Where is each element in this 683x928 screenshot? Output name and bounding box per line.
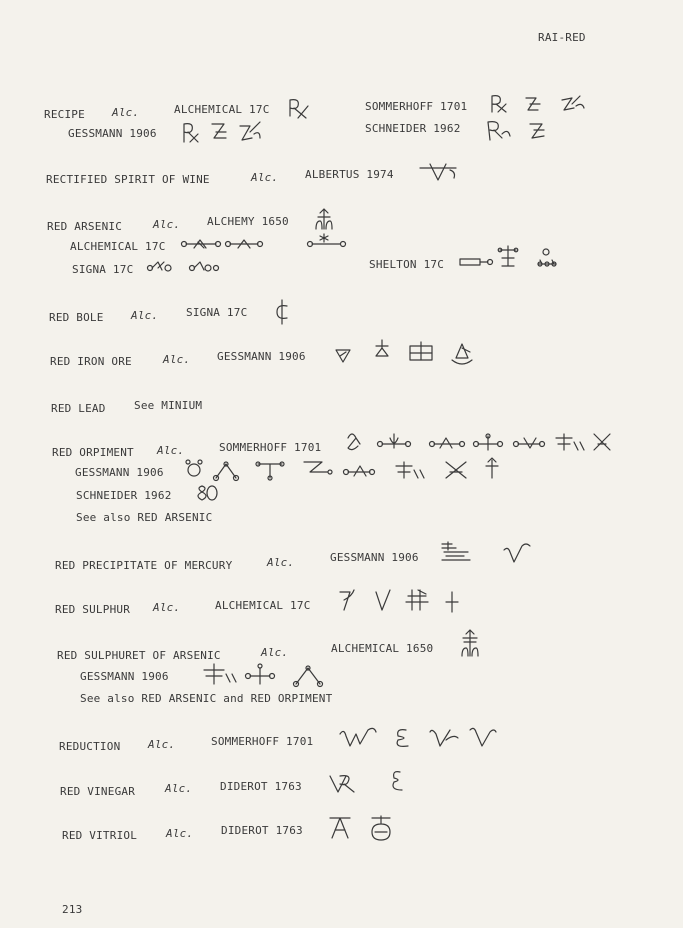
recipe-symbol xyxy=(488,90,598,116)
source-label: GESSMANN 1906 xyxy=(68,127,157,140)
entry-tag: Alc. xyxy=(267,556,295,569)
red-bole-symbol xyxy=(271,298,293,326)
running-header: RAI-RED xyxy=(538,31,586,44)
entry-term: REDUCTION xyxy=(59,740,121,753)
entry-term: RED SULPHUR xyxy=(55,603,131,616)
source-label: GESSMANN 1906 xyxy=(217,350,306,363)
source-label: ALCHEMICAL 17C xyxy=(215,599,311,612)
entry-term: RED BOLE xyxy=(49,311,104,324)
red-iron-ore-symbol xyxy=(332,338,482,370)
source-label: GESSMANN 1906 xyxy=(75,466,164,479)
entry-tag: Alc. xyxy=(131,309,159,322)
red-vinegar-symbol xyxy=(326,768,416,798)
source-label: SIGNA 17C xyxy=(186,306,248,319)
entry-term: RED PRECIPITATE OF MERCURY xyxy=(55,559,233,572)
entry-tag: Alc. xyxy=(153,601,181,614)
source-label: ALCHEMICAL 17C xyxy=(70,240,166,253)
see-reference: See also RED ARSENIC and RED ORPIMENT xyxy=(80,692,333,705)
recipe-symbol xyxy=(484,116,564,146)
entry-term: RED LEAD xyxy=(51,402,106,415)
entry-term: RECIPE xyxy=(44,108,85,121)
entry-term: RED ARSENIC xyxy=(47,220,123,233)
red-orpiment-symbol xyxy=(182,456,512,484)
red-arsenic-symbol xyxy=(180,236,270,252)
red-sulphuret-symbol xyxy=(198,660,328,688)
entry-tag: Alc. xyxy=(251,171,279,184)
entry-tag: Alc. xyxy=(165,782,193,795)
entry-tag: Alc. xyxy=(157,444,185,457)
source-label: DIDEROT 1763 xyxy=(220,780,302,793)
source-label: ALCHEMY 1650 xyxy=(207,215,289,228)
red-sulphur-symbol xyxy=(334,586,464,616)
entry-term: RED SULPHURET OF ARSENIC xyxy=(57,649,221,662)
source-label: GESSMANN 1906 xyxy=(330,551,419,564)
red-arsenic-symbol xyxy=(306,232,350,250)
source-label: SOMMERHOFF 1701 xyxy=(219,441,322,454)
entry-tag: Alc. xyxy=(261,646,289,659)
red-arsenic-symbol xyxy=(146,258,226,274)
source-label: DIDEROT 1763 xyxy=(221,824,303,837)
see-reference: See MINIUM xyxy=(134,399,203,412)
red-arsenic-symbol xyxy=(312,207,336,233)
entry-tag: Alc. xyxy=(112,106,140,119)
red-arsenic-symbol xyxy=(456,244,564,270)
source-label: SIGNA 17C xyxy=(72,263,134,276)
reduction-symbol xyxy=(336,722,496,754)
page-number: 213 xyxy=(62,903,83,916)
entry-tag: Alc. xyxy=(153,218,181,231)
source-label: SHELTON 17C xyxy=(369,258,445,271)
source-label: ALCHEMICAL 17C xyxy=(174,103,270,116)
red-vitriol-symbol xyxy=(326,812,398,842)
recipe-symbol xyxy=(286,96,316,120)
red-orpiment-symbol xyxy=(192,482,222,504)
entry-tag: Alc. xyxy=(166,827,194,840)
source-label: SCHNEIDER 1962 xyxy=(76,489,172,502)
source-label: GESSMANN 1906 xyxy=(80,670,169,683)
red-sulphuret-symbol xyxy=(456,628,484,660)
recipe-symbol xyxy=(180,118,275,148)
entry-tag: Alc. xyxy=(148,738,176,751)
entry-term: RED VITRIOL xyxy=(62,829,138,842)
source-label: ALBERTUS 1974 xyxy=(305,168,394,181)
entry-term: RED IRON ORE xyxy=(50,355,132,368)
entry-term: RED ORPIMENT xyxy=(52,446,134,459)
source-label: SOMMERHOFF 1701 xyxy=(211,735,314,748)
red-orpiment-symbol xyxy=(342,428,622,456)
see-reference: See also RED ARSENIC xyxy=(76,511,213,524)
rectified-spirit-symbol xyxy=(416,158,462,184)
entry-tag: Alc. xyxy=(163,353,191,366)
source-label: SCHNEIDER 1962 xyxy=(365,122,461,135)
source-label: ALCHEMICAL 1650 xyxy=(331,642,434,655)
entry-term: RED VINEGAR xyxy=(60,785,136,798)
source-label: SOMMERHOFF 1701 xyxy=(365,100,468,113)
entry-term: RECTIFIED SPIRIT OF WINE xyxy=(46,173,210,186)
red-precipitate-symbol xyxy=(438,538,538,568)
